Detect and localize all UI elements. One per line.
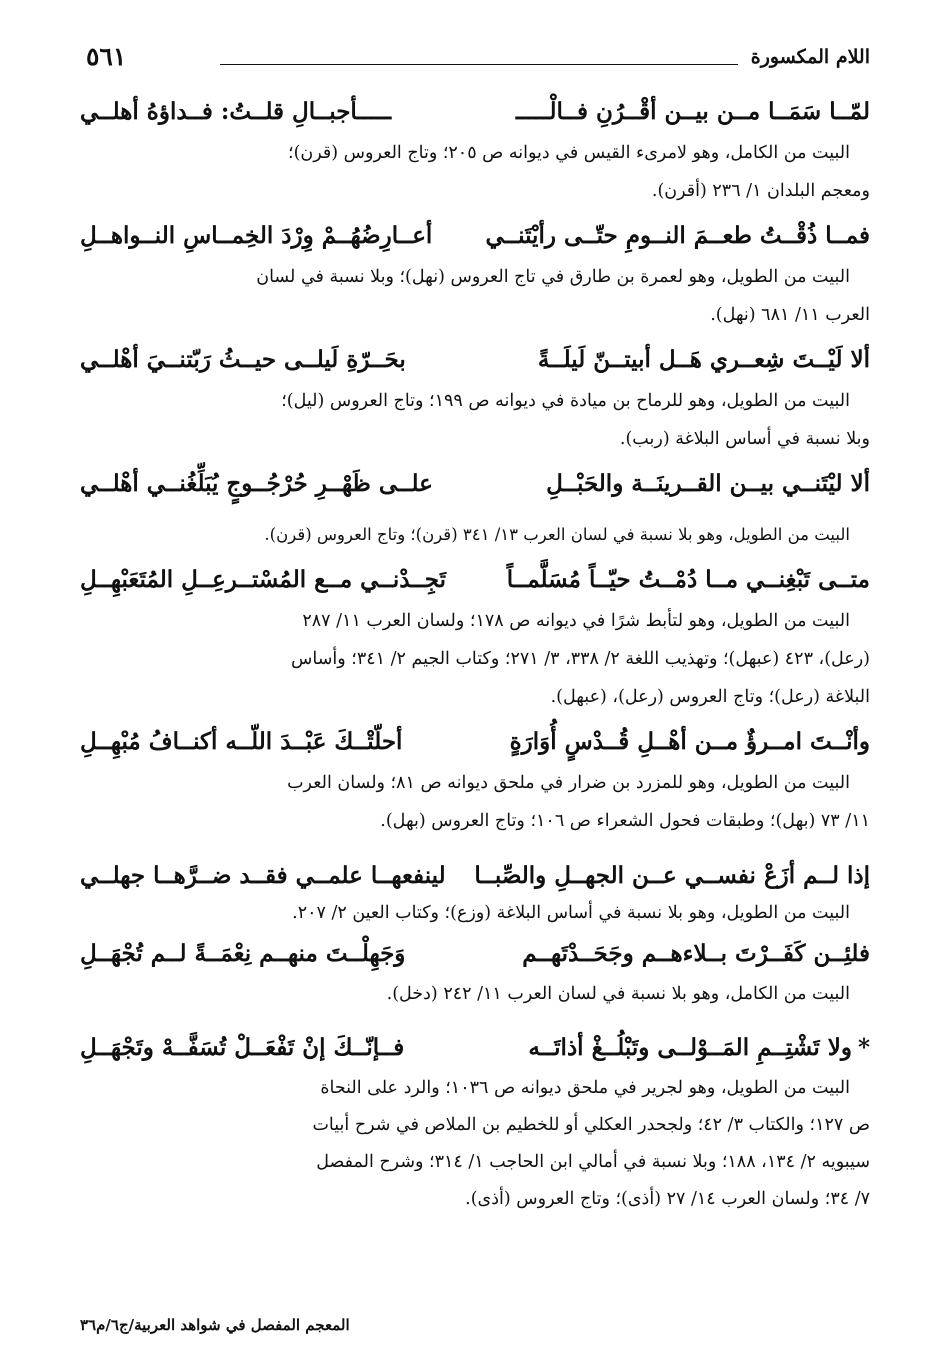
note-line: البيت من الطويل، وهو لعمرة بن طارق في تاج العروس (نهل)؛ وبلا نسبة في لسان (256, 267, 850, 287)
note-line: البيت من الكامل، وهو بلا نسبة في لسان العرب ١١/ ٢٤٢ (دخل). (386, 984, 850, 1004)
verse-line (80, 90, 870, 134)
verse-first-hemistich: إذا لــم أزَعْ نفســي عــن الجهــلِ والصِّبــا (474, 862, 870, 889)
verse-note (80, 764, 870, 840)
verse-first-hemistich: ألا لَيْــتَ شِعــري هَــل أبيتــنّ لَيلَــةً (537, 346, 870, 373)
verse-line (80, 1026, 870, 1070)
note-line: ١١/ ٧٣ (بهل)؛ وطبقات فحول الشعراء ص ١٠٦؛ وتاج العروس (بهل). (380, 811, 870, 831)
verse-first-hemistich: وأنْــتَ امــرؤٌ مــن أهْــلِ قُــدْسٍ أُوَارَةٍ (509, 728, 870, 755)
note-line: البلاغة (رعل)؛ وتاج العروس (رعل)، (عبهل). (550, 687, 870, 707)
verse-note (80, 976, 870, 1012)
note-line: وبلا نسبة في أساس البلاغة (ربب). (619, 429, 870, 449)
verse-note (80, 898, 870, 928)
note-line: البيت من الطويل، وهو لجرير في ملحق ديوانه ص ١٠٣٦؛ والرد على النحاة (320, 1078, 850, 1098)
note-line: العرب ١١/ ٦٨١ (نهل). (710, 305, 870, 325)
header-rule (220, 64, 738, 65)
verse-line (80, 932, 870, 976)
verse-second-hemistich: أحلّتْــكَ عَبْــدَ اللّــه أكنــافُ مُبْهِــلِ (80, 728, 403, 755)
verse-first-hemistich: فمــا ذُقْــتُ طعــمَ النــومِ حتّــى رأيْتَنــي (485, 222, 870, 249)
verse-note (80, 134, 870, 210)
verse-line (80, 214, 870, 258)
hemistich-text: ولا تَشْتِــمِ المَــوْلــى وتَبْلُــغْ أذاتَــه (528, 1034, 852, 1061)
note-line: ص ١٢٧؛ والكتاب ٣/ ٤٢؛ ولجحدر العكلي أو للخطيم بن الملاص في شرح أبيات (312, 1115, 870, 1135)
note-line: البيت من الطويل، وهو للرماح بن ميادة في ديوانه ص ١٩٩؛ وتاج العروس (ليل)؛ (281, 391, 850, 411)
note-line: البيت من الطويل، وهو بلا نسبة في لسان العرب ١٣/ ٣٤١ (قرن)؛ وتاج العروس (قرن). (264, 525, 850, 544)
verse-line (80, 558, 870, 602)
page-footer: المعجم المفصل في شواهد العربية/ج٦/م٣٦ (80, 1316, 350, 1334)
verse-second-hemistich: علــى ظَهْــرِ حُرْجُــوجٍ يُبَلِّغُنــي أهْلــي (80, 470, 433, 497)
verse-note (80, 516, 870, 554)
note-line: البيت من الكامل، وهو لامرىء القيس في ديوانه ص ٢٠٥؛ وتاج العروس (قرن)؛ (288, 143, 850, 163)
verse-second-hemistich: فــإنّــكَ إنْ تَفْعَــلْ تُسَفَّــهْ وتَجْهَــلِ (80, 1034, 405, 1061)
note-line: (رعل)، ٤٢٣ (عبهل)؛ وتهذيب اللغة ٢/ ٣٣٨، ٣/ ٢٧١؛ وكتاب الجيم ٢/ ٣٤١؛ وأساس (291, 649, 870, 669)
note-line: سيبويه ٢/ ١٣٤، ١٨٨؛ وبلا نسبة في أمالي ابن الحاجب ١/ ٣١٤؛ وشرح المفصل (316, 1152, 870, 1172)
verse-second-hemistich: أعــارِضُهُــمْ وِرْدَ الخِمــاسِ النــواهــلِ (80, 222, 433, 249)
page-content (80, 90, 870, 1222)
verse-second-hemistich: ـــــأجبــالِ قلــتُ: فــداؤهُ أهلــي (80, 98, 392, 125)
verse-line (80, 720, 870, 764)
verse-second-hemistich: لينفعهــا علمــي فقــد ضــرَّهــا جهلــي (80, 862, 446, 889)
chapter-title: اللام المكسورة (750, 46, 870, 68)
note-line: ٧/ ٣٤؛ ولسان العرب ١٤/ ٢٧ (أذى)؛ وتاج العروس (أذى). (465, 1189, 870, 1209)
page-number: ٥٦١ (86, 42, 127, 71)
verse-line (80, 462, 870, 506)
verse-first-hemistich: ألا ليْتَنــي بيــن القــرينَــة والحَبْــلِ (546, 470, 870, 497)
verse-note (80, 258, 870, 334)
verse-line (80, 338, 870, 382)
verse-second-hemistich: وَجَهِلْــتَ منهــم نِعْمَــةً لــم تُجْهَــلِ (80, 940, 406, 967)
note-line: ومعجم البلدان ١/ ٢٣٦ (أقرن). (651, 181, 870, 201)
note-line: البيت من الطويل، وهو بلا نسبة في أساس البلاغة (وزع)؛ وكتاب العين ٢/ ٢٠٧. (292, 903, 850, 923)
page-header (80, 40, 870, 80)
verse-first-hemistich (528, 1026, 870, 1070)
verse-note (80, 602, 870, 716)
verse-second-hemistich: بحَــرّةِ لَيلــى حيــثُ رَبّتنــيَ أهْلــي (80, 346, 406, 373)
verse-first-hemistich: متــى تَبْغِنــي مــا دُمْــتُ حيّــاً مُسَلَّمــاً (506, 566, 870, 593)
verse-line (80, 854, 870, 898)
verse-second-hemistich: تَجِــدْنــي مــع المُسْتــرعِــلِ المُتَعَبْهِــلِ (80, 566, 447, 593)
note-line: البيت من الطويل، وهو للمزرد بن ضرار في ملحق ديوانه ص ٨١؛ ولسان العرب (287, 773, 850, 793)
verse-note (80, 1070, 870, 1218)
verse-first-hemistich: لمّــا سَمَــا مــن بيــن أقْــرُنِ فــالْـــــ (515, 98, 870, 125)
verse-first-hemistich: فلئِــن كَفَــرْتَ بــلاءهــم وجَحَــدْتَهــم (522, 940, 870, 967)
asterisk-marker: * (857, 1034, 870, 1061)
verse-note (80, 382, 870, 458)
note-line: البيت من الطويل، وهو لتأبط شرًا في ديوانه ص ١٧٨؛ ولسان العرب ١١/ ٢٨٧ (302, 611, 850, 631)
